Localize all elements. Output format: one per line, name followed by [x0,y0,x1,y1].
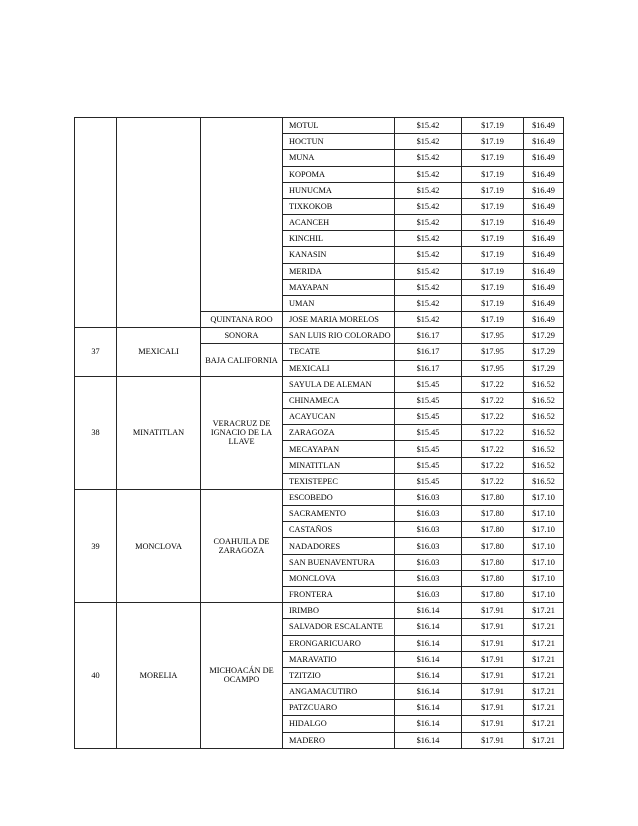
price-cell-1: $15.42 [395,134,462,150]
price-cell-1: $15.45 [395,392,462,408]
price-cell-2: $17.22 [462,425,524,441]
municipality-cell: MERIDA [283,263,395,279]
municipality-cell: SAN BUENAVENTURA [283,554,395,570]
price-cell-2: $17.91 [462,700,524,716]
price-cell-3: $17.10 [524,522,564,538]
price-cell-3: $16.49 [524,247,564,263]
price-cell-3: $17.10 [524,538,564,554]
municipality-cell: FRONTERA [283,586,395,602]
price-cell-1: $16.03 [395,506,462,522]
municipality-cell: MARAVATIO [283,651,395,667]
city-cell: MORELIA [117,603,201,749]
price-cell-1: $15.42 [395,166,462,182]
price-cell-1: $15.42 [395,295,462,311]
region-number-cell [75,118,117,328]
price-cell-2: $17.22 [462,457,524,473]
price-cell-1: $16.14 [395,619,462,635]
price-cell-3: $16.52 [524,473,564,489]
price-cell-1: $15.42 [395,263,462,279]
price-cell-1: $15.45 [395,425,462,441]
price-cell-1: $15.45 [395,376,462,392]
municipality-cell: ZARAGOZA [283,425,395,441]
municipality-cell: SALVADOR ESCALANTE [283,619,395,635]
price-cell-1: $16.14 [395,603,462,619]
price-cell-2: $17.19 [462,134,524,150]
price-cell-3: $17.10 [524,554,564,570]
price-cell-2: $17.19 [462,247,524,263]
price-cell-2: $17.19 [462,295,524,311]
price-cell-1: $16.14 [395,667,462,683]
price-cell-3: $17.21 [524,716,564,732]
city-cell: MONCLOVA [117,489,201,602]
price-cell-3: $16.49 [524,182,564,198]
price-cell-3: $17.29 [524,328,564,344]
price-cell-1: $15.45 [395,441,462,457]
state-cell: COAHUILA DE ZARAGOZA [201,489,283,602]
price-cell-2: $17.19 [462,198,524,214]
price-cell-2: $17.19 [462,215,524,231]
price-cell-2: $17.91 [462,667,524,683]
price-cell-3: $16.52 [524,409,564,425]
municipality-cell: ERONGARICUARO [283,635,395,651]
table-row [75,603,564,619]
price-cell-2: $17.19 [462,182,524,198]
price-cell-2: $17.19 [462,166,524,182]
price-cell-2: $17.80 [462,538,524,554]
price-cell-3: $16.49 [524,134,564,150]
price-cell-2: $17.19 [462,231,524,247]
price-cell-2: $17.91 [462,619,524,635]
price-cell-3: $17.10 [524,489,564,505]
price-cell-1: $15.45 [395,409,462,425]
municipality-cell: HIDALGO [283,716,395,732]
municipality-cell: MAYAPAN [283,279,395,295]
price-cell-3: $16.52 [524,441,564,457]
municipality-cell: TIXKOKOB [283,198,395,214]
price-cell-1: $16.17 [395,344,462,360]
price-cell-2: $17.91 [462,651,524,667]
municipality-cell: SACRAMENTO [283,506,395,522]
table-row [75,489,564,505]
price-cell-2: $17.91 [462,635,524,651]
price-cell-1: $15.42 [395,231,462,247]
price-cell-1: $15.45 [395,473,462,489]
price-cell-2: $17.80 [462,522,524,538]
municipality-cell: KANASIN [283,247,395,263]
price-cell-1: $15.45 [395,457,462,473]
price-cell-3: $16.49 [524,198,564,214]
price-cell-3: $17.21 [524,700,564,716]
price-cell-3: $16.49 [524,150,564,166]
table-row [75,328,564,344]
price-cell-2: $17.22 [462,441,524,457]
table-row [75,118,564,134]
price-cell-2: $17.80 [462,554,524,570]
municipality-cell: HOCTUN [283,134,395,150]
state-cell: VERACRUZ DE IGNACIO DE LA LLAVE [201,376,283,489]
municipality-cell: NADADORES [283,538,395,554]
city-cell: MINATITLAN [117,376,201,489]
city-cell [117,118,201,328]
price-cell-1: $16.17 [395,360,462,376]
rates-table-body [75,118,564,749]
price-cell-3: $17.10 [524,570,564,586]
price-cell-2: $17.19 [462,312,524,328]
price-cell-2: $17.80 [462,506,524,522]
table-row [75,376,564,392]
price-cell-3: $17.21 [524,732,564,748]
price-cell-2: $17.22 [462,392,524,408]
price-cell-2: $17.80 [462,570,524,586]
state-cell: QUINTANA ROO [201,312,283,328]
municipality-cell: MEXICALI [283,360,395,376]
municipality-cell: MADERO [283,732,395,748]
price-cell-1: $16.03 [395,489,462,505]
price-cell-3: $16.49 [524,231,564,247]
price-cell-1: $15.42 [395,150,462,166]
price-cell-1: $16.03 [395,522,462,538]
municipality-cell: ESCOBEDO [283,489,395,505]
price-cell-2: $17.95 [462,360,524,376]
price-cell-3: $16.52 [524,457,564,473]
price-cell-1: $16.14 [395,651,462,667]
region-number-cell: 37 [75,328,117,377]
price-cell-2: $17.91 [462,684,524,700]
municipality-cell: JOSE MARIA MORELOS [283,312,395,328]
price-cell-1: $16.14 [395,684,462,700]
price-cell-2: $17.19 [462,150,524,166]
price-cell-3: $16.52 [524,392,564,408]
state-cell: MICHOACÁN DE OCAMPO [201,603,283,749]
price-cell-2: $17.80 [462,489,524,505]
municipality-cell: UMAN [283,295,395,311]
municipality-cell: CASTAÑOS [283,522,395,538]
price-cell-1: $15.42 [395,198,462,214]
municipality-cell: SAN LUIS RIO COLORADO [283,328,395,344]
state-cell: SONORA [201,328,283,344]
rates-table [74,117,564,749]
region-number-cell: 38 [75,376,117,489]
price-cell-1: $15.42 [395,247,462,263]
price-cell-1: $15.42 [395,312,462,328]
price-cell-3: $16.52 [524,376,564,392]
price-cell-3: $17.29 [524,344,564,360]
municipality-cell: HUNUCMA [283,182,395,198]
price-cell-2: $17.19 [462,118,524,134]
price-cell-3: $17.21 [524,635,564,651]
price-cell-3: $16.49 [524,295,564,311]
price-cell-3: $17.10 [524,506,564,522]
price-cell-3: $16.49 [524,118,564,134]
municipality-cell: TZITZIO [283,667,395,683]
municipality-cell: PATZCUARO [283,700,395,716]
price-cell-2: $17.95 [462,328,524,344]
price-cell-2: $17.19 [462,263,524,279]
municipality-cell: KINCHIL [283,231,395,247]
price-cell-1: $16.14 [395,732,462,748]
price-cell-1: $15.42 [395,215,462,231]
price-cell-3: $16.49 [524,263,564,279]
price-cell-1: $16.03 [395,554,462,570]
price-cell-2: $17.91 [462,716,524,732]
price-cell-1: $16.14 [395,635,462,651]
price-cell-3: $17.29 [524,360,564,376]
price-cell-3: $17.21 [524,667,564,683]
municipality-cell: SAYULA DE ALEMAN [283,376,395,392]
city-cell: MEXICALI [117,328,201,377]
price-cell-2: $17.22 [462,376,524,392]
municipality-cell: ACANCEH [283,215,395,231]
state-cell: BAJA CALIFORNIA [201,344,283,376]
municipality-cell: ACAYUCAN [283,409,395,425]
price-cell-3: $16.49 [524,312,564,328]
price-cell-3: $17.21 [524,684,564,700]
price-cell-2: $17.22 [462,409,524,425]
price-cell-1: $15.42 [395,182,462,198]
price-cell-1: $16.14 [395,716,462,732]
price-cell-2: $17.91 [462,603,524,619]
price-cell-2: $17.95 [462,344,524,360]
price-cell-1: $16.03 [395,570,462,586]
price-cell-2: $17.19 [462,279,524,295]
price-cell-3: $17.10 [524,586,564,602]
region-number-cell: 39 [75,489,117,602]
price-cell-3: $16.49 [524,215,564,231]
municipality-cell: MECAYAPAN [283,441,395,457]
price-cell-1: $15.42 [395,279,462,295]
municipality-cell: IRIMBO [283,603,395,619]
municipality-cell: MONCLOVA [283,570,395,586]
price-cell-1: $16.14 [395,700,462,716]
price-cell-1: $15.42 [395,118,462,134]
municipality-cell: KOPOMA [283,166,395,182]
price-cell-3: $17.21 [524,603,564,619]
price-cell-1: $16.03 [395,586,462,602]
price-cell-3: $16.49 [524,279,564,295]
price-cell-3: $16.52 [524,425,564,441]
price-cell-2: $17.22 [462,473,524,489]
price-cell-3: $17.21 [524,651,564,667]
price-cell-2: $17.91 [462,732,524,748]
municipality-cell: ANGAMACUTIRO [283,684,395,700]
municipality-cell: CHINAMECA [283,392,395,408]
state-cell [201,118,283,312]
municipality-cell: TECATE [283,344,395,360]
municipality-cell: TEXISTEPEC [283,473,395,489]
price-cell-3: $16.49 [524,166,564,182]
municipality-cell: MOTUL [283,118,395,134]
municipality-cell: MUNA [283,150,395,166]
municipality-cell: MINATITLAN [283,457,395,473]
price-cell-3: $17.21 [524,619,564,635]
price-cell-1: $16.03 [395,538,462,554]
price-cell-1: $16.17 [395,328,462,344]
region-number-cell: 40 [75,603,117,749]
price-cell-2: $17.80 [462,586,524,602]
